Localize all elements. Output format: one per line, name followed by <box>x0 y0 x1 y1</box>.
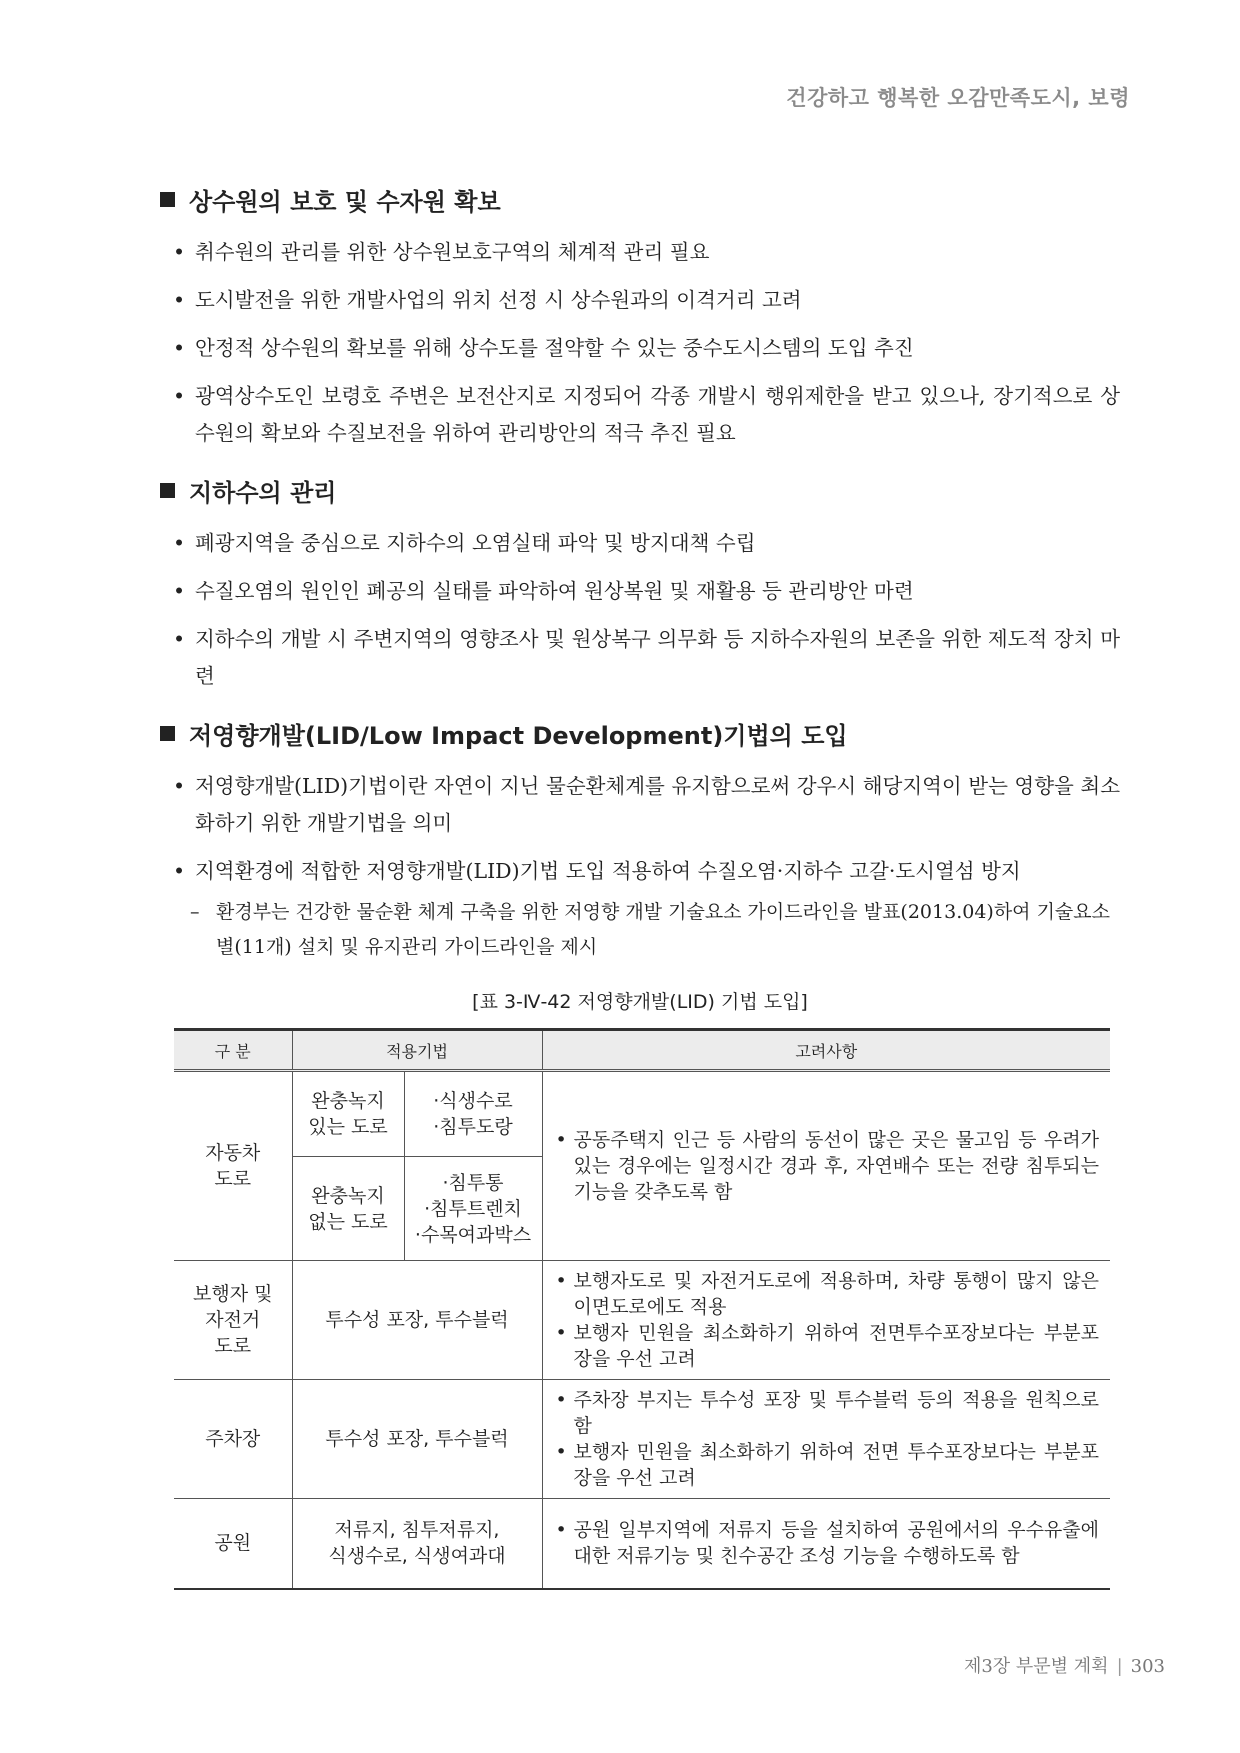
table-row <box>174 1380 1110 1499</box>
cell-consideration: • 보행자도로 및 자전거도로에 적용하며, 차량 통행이 많지 않은 이면도로에도 적용 • 보행자 민원을 최소화하기 위하여 전면투수포장보다는 부분포장을 우선 고려 <box>542 1261 1110 1380</box>
table-row <box>174 1071 1110 1157</box>
cell-consideration: • 공동주택지 인근 등 사람의 동선이 많은 곳은 물고임 등 우려가 있는 경우에는 일정시간 경과 후, 자연배수 또는 전량 침투되는 기능을 갖추도록 함 <box>542 1071 1110 1261</box>
bullet-text: 도시발전을 위한 개발사업의 위치 선정 시 상수원과의 이격거리 고려 <box>195 288 802 312</box>
header-consideration: 고려사항 <box>542 1030 1110 1071</box>
cell-technique: 투수성 포장, 투수블럭 <box>292 1380 542 1499</box>
cell-category: 자동차 도로 <box>174 1071 292 1261</box>
page-number: 303 <box>1130 1656 1165 1677</box>
section-title-text: 저영향개발(LID/Low Impact Development)기법의 도입 <box>189 721 848 750</box>
table-header-row <box>174 1030 1110 1071</box>
cell-technique: ·식생수로 ·침투도랑 <box>404 1071 542 1157</box>
cell-technique: ·침투통 ·침투트렌치 ·수목여과박스 <box>404 1157 542 1261</box>
page-content <box>160 180 1120 1590</box>
cell-technique: 저류지, 침투저류지, 식생수로, 식생여과대 <box>292 1499 542 1589</box>
header-technique: 적용기법 <box>292 1030 542 1071</box>
cell-category: 보행자 및 자전거 도로 <box>174 1261 292 1380</box>
consideration-text: 주차장 부지는 투수성 포장 및 투수블럭 등의 적용을 원칙으로 함 <box>573 1389 1099 1437</box>
bullet-item: • 지역환경에 적합한 저영향개발(LID)기법 도입 적용하여 수질오염·지하수 고갈·도시열섬 방지 <box>173 859 1021 883</box>
bullet-item: • 수질오염의 원인인 폐공의 실태를 파악하여 원상복원 및 재활용 등 관리방안 마련 <box>173 579 914 603</box>
square-bullet-icon <box>160 726 175 741</box>
cell-road-type: 완충녹지 없는 도로 <box>292 1157 404 1261</box>
page-footer <box>964 1652 1165 1678</box>
bullet-text: 지역환경에 적합한 저영향개발(LID)기법 도입 적용하여 수질오염·지하수 고갈·도시열섬 방지 <box>195 859 1021 883</box>
bullet-item: • 광역상수도인 보령호 주변은 보전산지로 지정되어 각종 개발시 행위제한을 받고 있으나, 장기적으로 상수원의 확보와 수질보전을 위하여 관리방안의 적극 추진 필요 <box>173 384 1120 445</box>
bullet-item: • 지하수의 개발 시 주변지역의 영향조사 및 원상복구 의무화 등 지하수자원의 보존을 위한 제도적 장치 마련 <box>173 627 1120 688</box>
table-row <box>174 1261 1110 1380</box>
bullet-item: • 저영향개발(LID)기법이란 자연이 지닌 물순환체계를 유지함으로써 강우시 해당지역이 받는 영향을 최소화하기 위한 개발기법을 의미 <box>173 774 1120 835</box>
table-caption: [표 3-Ⅳ-42 저영향개발(LID) 기법 도입] <box>472 991 808 1013</box>
cell-category: 공원 <box>174 1499 292 1589</box>
bullet-item: • 도시발전을 위한 개발사업의 위치 선정 시 상수원과의 이격거리 고려 <box>173 288 802 312</box>
cell-category: 주차장 <box>174 1380 292 1499</box>
running-header: 건강하고 행복한 오감만족도시, 보령 <box>786 86 1130 110</box>
footer-separator: | <box>1116 1656 1123 1677</box>
sub-bullet-text: 환경부는 건강한 물순환 체계 구축을 위한 저영향 개발 기술요소 가이드라인을 발표(2013.04)하여 기술요소별(11개) 설치 및 유지관리 가이드라인을 제시 <box>216 901 1110 958</box>
section-title-lid <box>160 714 1120 752</box>
section-title-groundwater <box>160 471 1120 509</box>
table-row <box>174 1499 1110 1589</box>
bullet-text: 지하수의 개발 시 주변지역의 영향조사 및 원상복구 의무화 등 지하수자원의 보존을 위한 제도적 장치 마련 <box>195 627 1120 688</box>
cell-technique: 투수성 포장, 투수블럭 <box>292 1261 542 1380</box>
section-title-text: 지하수의 관리 <box>189 478 337 507</box>
consideration-text: 보행자도로 및 자전거도로에 적용하며, 차량 통행이 많지 않은 이면도로에도 적용 <box>573 1270 1099 1318</box>
header-category: 구 분 <box>174 1030 292 1071</box>
consideration-text: 공동주택지 인근 등 사람의 동선이 많은 곳은 물고임 등 우려가 있는 경우에는 일정시간 경과 후, 자연배수 또는 전량 침투되는 기능을 갖추도록 함 <box>573 1129 1099 1203</box>
bullet-text: 취수원의 관리를 위한 상수원보호구역의 체계적 관리 필요 <box>195 240 710 264</box>
cell-consideration: • 주차장 부지는 투수성 포장 및 투수블럭 등의 적용을 원칙으로 함 • 보행자 민원을 최소화하기 위하여 전면 투수포장보다는 부분포장을 우선 고려 <box>542 1380 1110 1499</box>
bullet-text: 수질오염의 원인인 폐공의 실태를 파악하여 원상복원 및 재활용 등 관리방안 마련 <box>195 579 914 603</box>
lid-table <box>174 1028 1110 1590</box>
bullet-item: • 취수원의 관리를 위한 상수원보호구역의 체계적 관리 필요 <box>173 240 710 264</box>
square-bullet-icon <box>160 483 175 498</box>
bullet-text: 광역상수도인 보령호 주변은 보전산지로 지정되어 각종 개발시 행위제한을 받고 있으나, 장기적으로 상수원의 확보와 수질보전을 위하여 관리방안의 적극 추진 필요 <box>195 384 1120 445</box>
cell-road-type: 완충녹지 있는 도로 <box>292 1071 404 1157</box>
bullet-text: 폐광지역을 중심으로 지하수의 오염실태 파악 및 방지대책 수립 <box>195 531 756 555</box>
bullet-text: 저영향개발(LID)기법이란 자연이 지닌 물순환체계를 유지함으로써 강우시 해당지역이 받는 영향을 최소화하기 위한 개발기법을 의미 <box>195 774 1120 835</box>
bullet-item: • 안정적 상수원의 확보를 위해 상수도를 절약할 수 있는 중수도시스템의 도입 추진 <box>173 336 914 360</box>
cell-consideration: • 공원 일부지역에 저류지 등을 설치하여 공원에서의 우수유출에 대한 저류기능 및 친수공간 조성 기능을 수행하도록 함 <box>542 1499 1110 1589</box>
consideration-text: 공원 일부지역에 저류지 등을 설치하여 공원에서의 우수유출에 대한 저류기능 및 친수공간 조성 기능을 수행하도록 함 <box>573 1519 1099 1568</box>
square-bullet-icon <box>160 192 175 207</box>
section-title-water-source <box>160 180 1120 218</box>
section-title-text: 상수원의 보호 및 수자원 확보 <box>189 187 501 216</box>
sub-bullet-item: – 환경부는 건강한 물순환 체계 구축을 위한 저영향 개발 기술요소 가이드라인을 발표(2013.04)하여 기술요소별(11개) 설치 및 유지관리 가이드라인을 제시 <box>190 901 1110 958</box>
bullet-text: 안정적 상수원의 확보를 위해 상수도를 절약할 수 있는 중수도시스템의 도입 추진 <box>195 336 914 360</box>
footer-chapter: 제3장 부문별 계획 <box>963 1656 1109 1677</box>
consideration-text: 보행자 민원을 최소화하기 위하여 전면투수포장보다는 부분포장을 우선 고려 <box>573 1322 1099 1370</box>
bullet-item: • 폐광지역을 중심으로 지하수의 오염실태 파악 및 방지대책 수립 <box>173 531 756 555</box>
consideration-text: 보행자 민원을 최소화하기 위하여 전면 투수포장보다는 부분포장을 우선 고려 <box>573 1441 1099 1489</box>
